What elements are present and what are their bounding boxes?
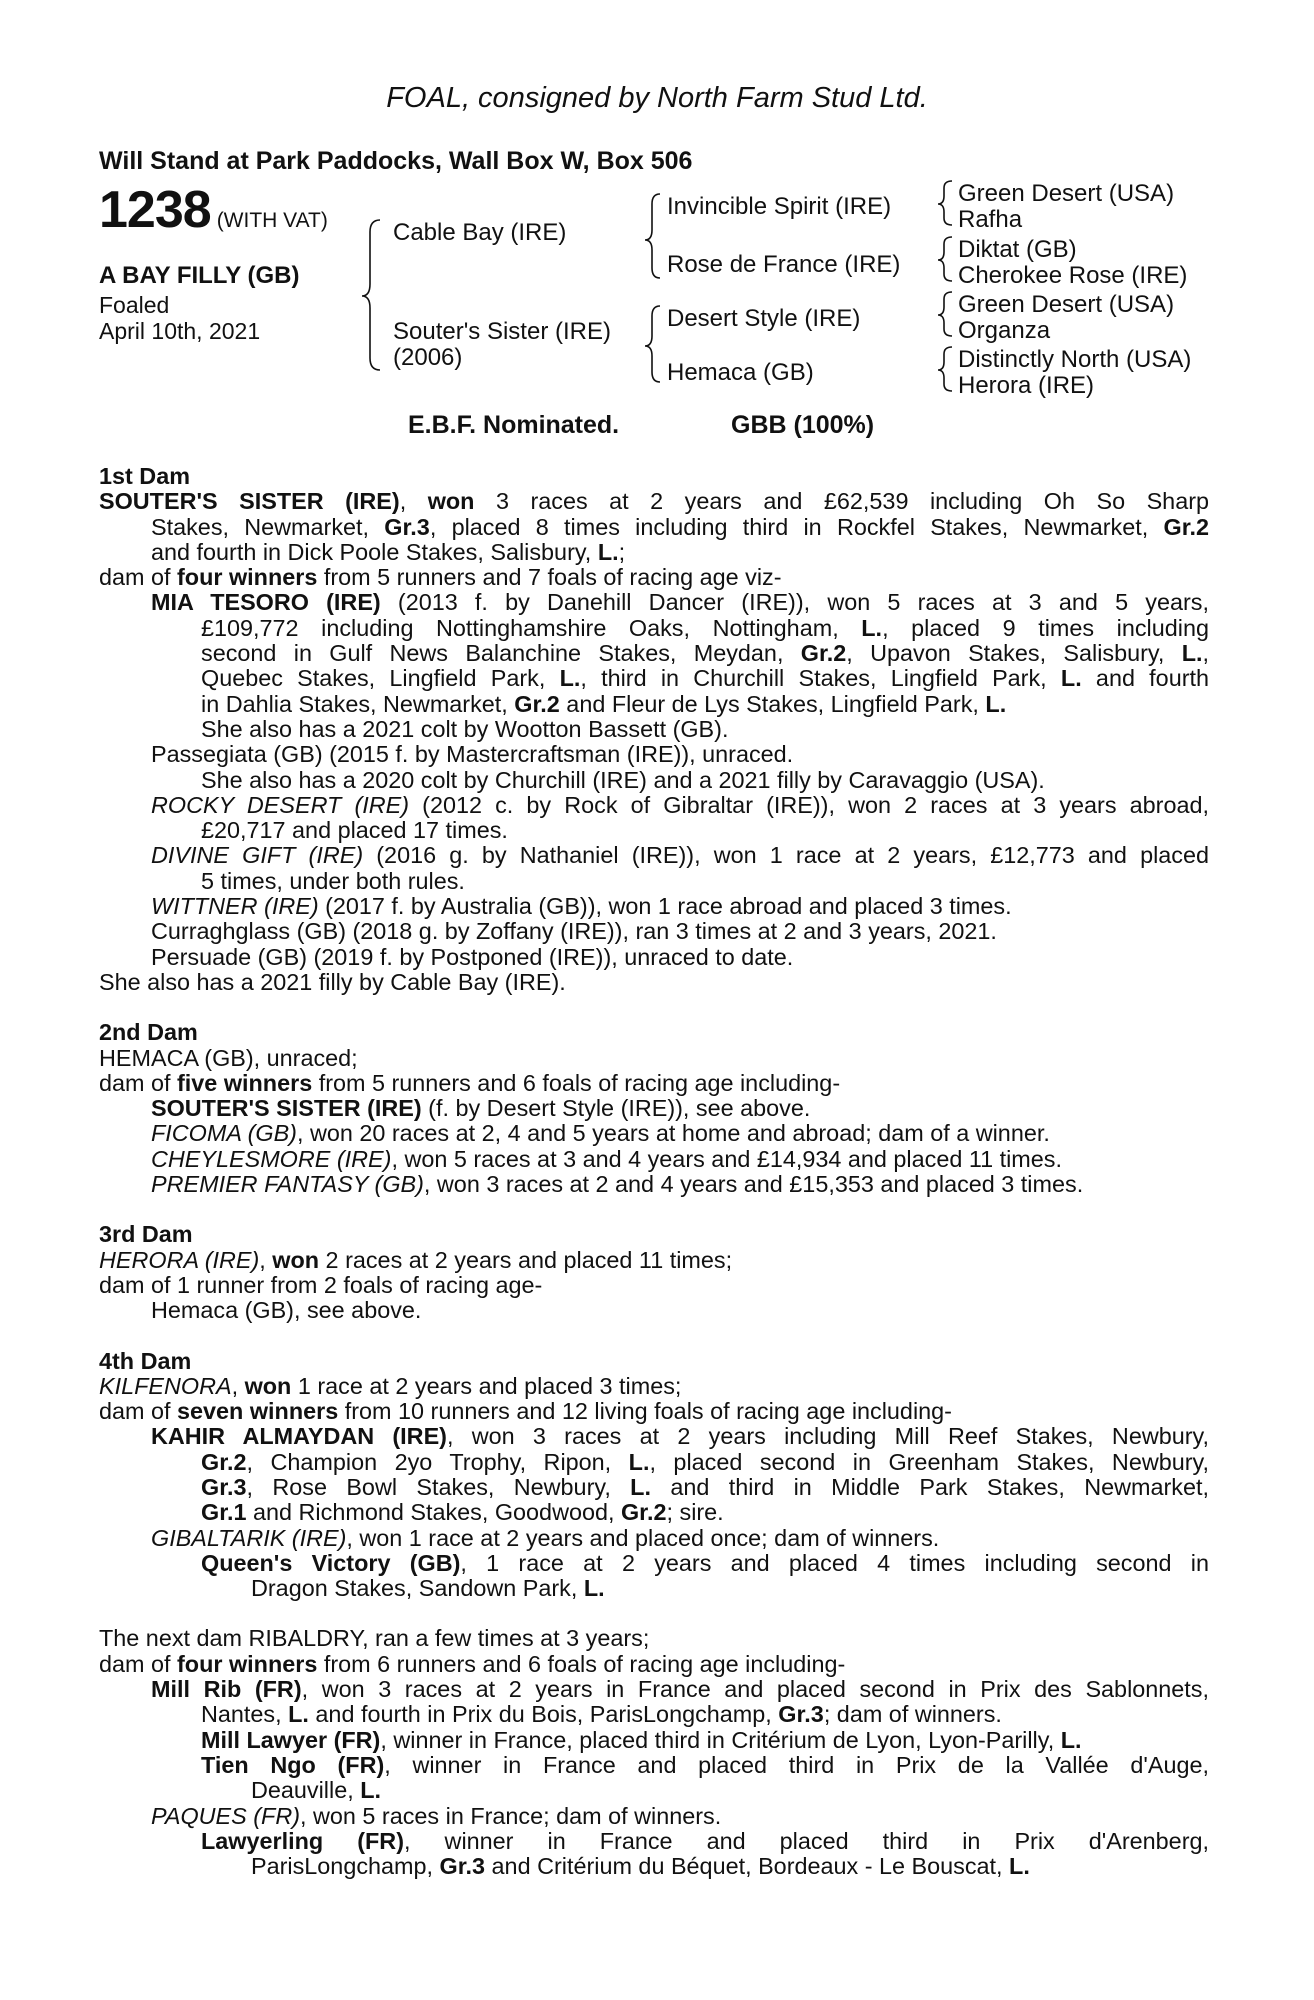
vat-note: (WITH VAT) bbox=[216, 209, 328, 232]
section-heading: 4th Dam bbox=[99, 1347, 192, 1374]
pedigree-gen3-item: Herora (IRE) bbox=[958, 372, 1095, 399]
text-line: Nantes, L. and fourth in Prix du Bois, ParisLongchamp, Gr.3; dam of winners. bbox=[201, 1701, 1002, 1728]
text-line: FICOMA (GB), won 20 races at 2, 4 and 5 years at home and abroad; dam of a winner. bbox=[151, 1120, 1050, 1147]
text-line: MIA TESORO (IRE) (2013 f. by Danehill Dancer (IRE)), won 5 races at 3 and 5 years, bbox=[151, 589, 1209, 616]
text-line: DIVINE GIFT (IRE) (2016 g. by Nathaniel (IRE)), won 1 race at 2 years, £12,773 and placed bbox=[151, 842, 1210, 869]
pedigree-gen3-item: Rafha bbox=[958, 206, 1023, 233]
text-line: £20,717 and placed 17 times. bbox=[201, 817, 508, 844]
pedigree-gen3-item: Green Desert (USA) bbox=[958, 291, 1175, 318]
ebf-nominated: E.B.F. Nominated. bbox=[408, 411, 620, 439]
text-line: HERORA (IRE), won 2 races at 2 years and placed 11 times; bbox=[99, 1246, 733, 1273]
text-line: Mill Rib (FR), won 3 races at 2 years in France and placed second in Prix des Sablonnets, bbox=[151, 1676, 1209, 1703]
text-line: Deauville, L. bbox=[251, 1777, 382, 1804]
text-line: CHEYLESMORE (IRE), won 5 races at 3 and 4 years and £14,934 and placed 11 times. bbox=[151, 1145, 1062, 1172]
text-line: She also has a 2021 colt by Wootton Bassett (GB). bbox=[201, 715, 729, 742]
pedigree-gen3-item: Organza bbox=[958, 317, 1051, 344]
text-line: SOUTER'S SISTER (IRE) (f. by Desert Style (IRE)), see above. bbox=[151, 1095, 811, 1122]
pedigree-dam-year: (2006) bbox=[393, 344, 463, 371]
gbb-rating: GBB (100%) bbox=[731, 411, 875, 439]
pedigree-gen3-item: Green Desert (USA) bbox=[958, 180, 1175, 207]
lot-number: 1238 bbox=[99, 181, 211, 239]
foaled-label: Foaled bbox=[99, 292, 170, 318]
pedigree-sire-sire: Invincible Spirit (IRE) bbox=[667, 193, 892, 220]
stand-location: Will Stand at Park Paddocks, Wall Box W, Box 506 bbox=[99, 147, 693, 175]
pedigree-sire: Cable Bay (IRE) bbox=[393, 219, 567, 246]
text-line: 5 times, under both rules. bbox=[201, 867, 465, 894]
text-line: in Dahlia Stakes, Newmarket, Gr.2 and Fleur de Lys Stakes, Lingfield Park, L. bbox=[201, 690, 1007, 717]
text-line: GIBALTARIK (IRE), won 1 race at 2 years and placed once; dam of winners. bbox=[151, 1524, 940, 1551]
section-heading: 1st Dam bbox=[99, 463, 191, 489]
text-line: ROCKY DESERT (IRE) (2012 c. by Rock of Gibraltar (IRE)), won 2 races at 3 years abroad, bbox=[151, 791, 1209, 818]
pedigree-dam: Souter's Sister (IRE) bbox=[393, 318, 611, 345]
text-line: dam of five winners from 5 runners and 6 foals of racing age including- bbox=[99, 1069, 841, 1096]
text-line: KAHIR ALMAYDAN (IRE), won 3 races at 2 years including Mill Reef Stakes, Newbury, bbox=[151, 1423, 1209, 1450]
pedigree-gen3-item: Distinctly North (USA) bbox=[958, 346, 1192, 373]
text-line: Dragon Stakes, Sandown Park, L. bbox=[251, 1575, 605, 1602]
text-line: KILFENORA, won 1 race at 2 years and placed 3 times; bbox=[99, 1372, 682, 1399]
text-line: Passegiata (GB) (2015 f. by Mastercraftsman (IRE)), unraced. bbox=[151, 741, 794, 768]
text-line: Hemaca (GB), see above. bbox=[151, 1297, 422, 1324]
text-line: Queen's Victory (GB), 1 race at 2 years and placed 4 times including second in bbox=[201, 1549, 1209, 1576]
pedigree-gen3-item: Cherokee Rose (IRE) bbox=[958, 262, 1188, 289]
text-line: Curraghglass (GB) (2018 g. by Zoffany (IRE)), ran 3 times at 2 and 3 years, 2021. bbox=[151, 918, 997, 945]
pedigree-gen3-item: Diktat (GB) bbox=[958, 236, 1077, 263]
text-line: Tien Ngo (FR), winner in France and placed third in Prix de la Vallée d'Auge, bbox=[201, 1751, 1209, 1778]
catalogue-body bbox=[99, 464, 1209, 1879]
text-line: WITTNER (IRE) (2017 f. by Australia (GB)), won 1 race abroad and placed 3 times. bbox=[151, 893, 1012, 920]
text-line: Mill Lawyer (FR), winner in France, placed third in Critérium de Lyon, Lyon-Parilly, L. bbox=[201, 1726, 1082, 1753]
text-line: Gr.1 and Richmond Stakes, Goodwood, Gr.2; sire. bbox=[201, 1499, 724, 1526]
text-line: ParisLongchamp, Gr.3 and Critérium du Béquet, Bordeaux - Le Bouscat, L. bbox=[251, 1853, 1030, 1880]
horse-name: A BAY FILLY (GB) bbox=[99, 262, 300, 289]
pedigree-sire-dam: Rose de France (IRE) bbox=[667, 251, 901, 278]
pedigree-dam-dam: Hemaca (GB) bbox=[667, 359, 814, 386]
text-line: dam of 1 runner from 2 foals of racing age- bbox=[99, 1271, 543, 1298]
text-line: She also has a 2020 colt by Churchill (IRE) and a 2021 filly by Caravaggio (USA). bbox=[201, 766, 1045, 793]
text-line: Quebec Stakes, Lingfield Park, L., third in Churchill Stakes, Lingfield Park, L. and fourth bbox=[201, 665, 1209, 692]
text-line: SOUTER'S SISTER (IRE), won 3 races at 2 years and £62,539 including Oh So Sharp bbox=[99, 488, 1209, 515]
text-line: Stakes, Newmarket, Gr.3, placed 8 times including third in Rockfel Stakes, Newmarket, Gr.2 bbox=[151, 513, 1210, 540]
text-line: Gr.2, Champion 2yo Trophy, Ripon, L., placed second in Greenham Stakes, Newbury, bbox=[201, 1448, 1209, 1475]
text-line: £109,772 including Nottinghamshire Oaks, Nottingham, L., placed 9 times including bbox=[201, 614, 1209, 641]
foaled-date: April 10th, 2021 bbox=[99, 318, 261, 344]
text-line: The next dam RIBALDRY, ran a few times at 3 years; bbox=[99, 1625, 650, 1652]
text-line: and fourth in Dick Poole Stakes, Salisbury, L.; bbox=[151, 538, 626, 565]
text-line: PREMIER FANTASY (GB), won 3 races at 2 and 4 years and £15,353 and placed 3 times. bbox=[151, 1171, 1084, 1198]
text-line: She also has a 2021 filly by Cable Bay (IRE). bbox=[99, 968, 566, 995]
text-line: Lawyerling (FR), winner in France and placed third in Prix d'Arenberg, bbox=[201, 1827, 1209, 1854]
text-line: second in Gulf News Balanchine Stakes, Meydan, Gr.2, Upavon Stakes, Salisbury, L., bbox=[201, 640, 1209, 667]
text-line: dam of seven winners from 10 runners and 12 living foals of racing age including- bbox=[99, 1398, 952, 1425]
text-line: Persuade (GB) (2019 f. by Postponed (IRE)), unraced to date. bbox=[151, 943, 794, 970]
catalogue-header: FOAL, consigned by North Farm Stud Ltd. bbox=[386, 82, 928, 114]
section-heading: 3rd Dam bbox=[99, 1221, 193, 1248]
text-line: HEMACA (GB), unraced; bbox=[99, 1044, 358, 1071]
text-line: Gr.3, Rose Bowl Stakes, Newbury, L. and third in Middle Park Stakes, Newmarket, bbox=[201, 1473, 1209, 1500]
text-line: PAQUES (FR), won 5 races in France; dam of winners. bbox=[151, 1802, 722, 1829]
text-line: dam of four winners from 5 runners and 7 foals of racing age viz- bbox=[99, 564, 782, 591]
pedigree-dam-sire: Desert Style (IRE) bbox=[667, 305, 861, 332]
text-line: dam of four winners from 6 runners and 6 foals of racing age including- bbox=[99, 1650, 846, 1677]
section-heading: 2nd Dam bbox=[99, 1019, 198, 1046]
